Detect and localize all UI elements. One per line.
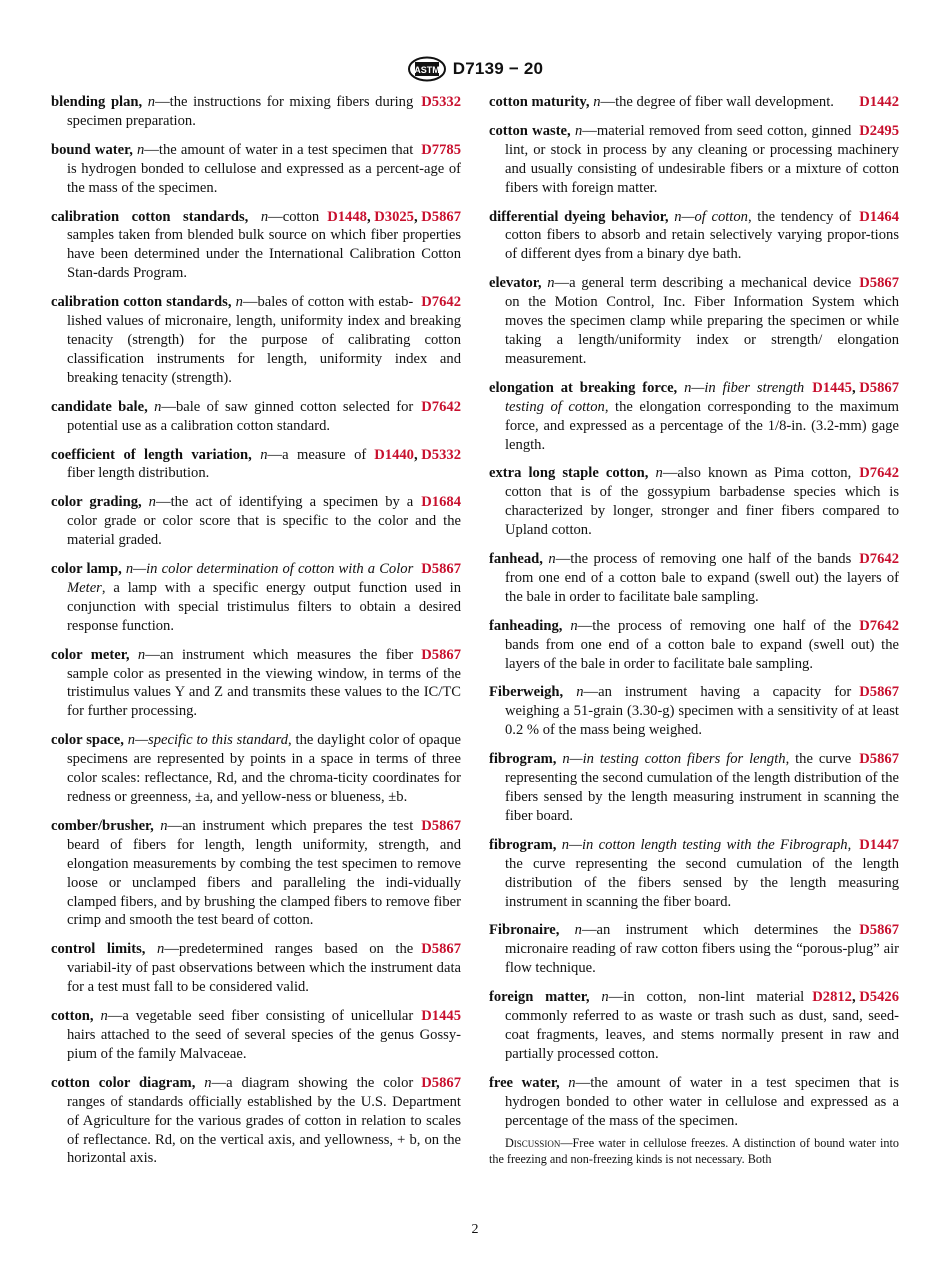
- part-of-speech: n: [160, 817, 168, 834]
- term: color lamp,: [51, 561, 122, 578]
- term: bound water,: [51, 141, 133, 158]
- definition-context: —in fiber strength testing of cotton: [505, 379, 805, 415]
- reference-links[interactable]: [421, 1074, 461, 1093]
- standard-reference-link[interactable]: D1684: [421, 494, 461, 511]
- definition-entry: [51, 141, 461, 198]
- definition-entry: [51, 493, 461, 550]
- reference-links[interactable]: [859, 921, 899, 940]
- definition-text: —bale of saw ginned cotton selected for potential use as a calibration cotton standard.: [67, 398, 414, 434]
- reference-links[interactable]: [859, 617, 899, 636]
- reference-links[interactable]: [421, 293, 461, 312]
- term: cotton waste,: [489, 122, 571, 139]
- standard-reference-link[interactable]: D5867: [859, 684, 899, 701]
- definition-context: —specific to this standard: [135, 732, 289, 749]
- definition-text: —the instructions for mixing fibers during specimen preparation.: [67, 94, 414, 129]
- term: control limits,: [51, 941, 146, 958]
- reference-links[interactable]: [859, 550, 899, 569]
- definition-text: , the tendency of cotton fibers to absorb and retain selectively varying propor-tions of different dyes from a binary dye bath.: [505, 208, 899, 263]
- definition-entry: [51, 940, 461, 997]
- definition-entry: [51, 1007, 461, 1064]
- standard-reference-link[interactable]: D5867: [859, 379, 899, 396]
- part-of-speech: n: [260, 208, 269, 225]
- part-of-speech: n: [570, 617, 578, 634]
- definition-text: —the act of identifying a specimen by a color grade or color score that is specific to the color and the material graded.: [67, 494, 461, 549]
- definition-entry: [489, 750, 899, 826]
- standard-reference-link[interactable]: D3025: [374, 208, 414, 225]
- definition-text: —the process of removing one half of the bands from one end of a cotton bale to expand (swell out) the layers of the bale in order to facilitate bale sampling.: [505, 617, 899, 672]
- definition-text: —the amount of water in a test specimen that is hydrogen bonded to other water in cellulose and expressed as a percentage of the mass of the specimen.: [505, 1074, 900, 1129]
- part-of-speech: n: [561, 836, 570, 853]
- definition-text: —an instrument which prepares the test beard of fibers for length, length uniformity, strength, and elongation measurements by combing the test specimen to remove loose or unclamped fibers and paralleling the indi-vidually clamped fibers, and by brushing the clamped fibers to remove fiber crimp and smooth the test beard of cotton.: [67, 817, 461, 929]
- definition-entry: [51, 560, 461, 636]
- term: elongation at breaking force,: [489, 379, 678, 396]
- svg-text:ASTM: ASTM: [414, 65, 440, 75]
- definition-entry: [51, 731, 461, 807]
- definition-text: , the daylight color of opaque specimens are represented by points in a space in terms of three color scales: reflectance, Rd, and the chroma-ticity coordinates for redness or greenness, ±a, and yellow-ness or blueness, ±b.: [67, 732, 461, 805]
- part-of-speech: n: [137, 141, 145, 158]
- reference-links[interactable]: D1445, D5867: [812, 379, 899, 396]
- standard-reference-link[interactable]: D7642: [859, 465, 899, 482]
- standard-reference-link[interactable]: D2495: [859, 122, 899, 139]
- reference-links[interactable]: [859, 464, 899, 483]
- term: comber/brusher,: [51, 817, 154, 834]
- definition-text: —a measure of fiber length distribution.: [67, 446, 367, 482]
- term: fibrogram,: [489, 751, 557, 768]
- term: coefficient of length variation,: [51, 446, 252, 463]
- term: fibrogram,: [489, 836, 557, 853]
- definition-text: —a diagram showing the color ranges of standards officially established by the U.S. Department of Agriculture for the various grades of cotton in relation to scales of reflectance. Rd, on the vertical axis, and yellowness, + b, on the horizontal axis.: [67, 1074, 461, 1167]
- reference-links[interactable]: D1440, D5332: [374, 446, 461, 463]
- definition-context: —in cotton length testing with the Fibrograph: [569, 836, 848, 853]
- standard-reference-link[interactable]: D1442: [859, 94, 899, 110]
- standard-reference-link[interactable]: D7785: [421, 141, 461, 158]
- part-of-speech: n: [204, 1074, 212, 1091]
- standard-reference-link[interactable]: D5867: [859, 751, 899, 768]
- standard-reference-link[interactable]: D5867: [421, 646, 461, 663]
- page-number: 2: [471, 1222, 479, 1237]
- definition-entry: [489, 122, 899, 198]
- part-of-speech: n: [574, 922, 582, 939]
- part-of-speech: n: [148, 494, 156, 511]
- term: Fiberweigh,: [489, 684, 564, 701]
- definition-entry: [51, 817, 461, 930]
- standard-reference-link[interactable]: D5867: [421, 941, 461, 958]
- part-of-speech: n: [574, 122, 583, 139]
- reference-links[interactable]: [859, 836, 899, 855]
- part-of-speech: n: [576, 684, 584, 701]
- standard-reference-link[interactable]: D5867: [421, 208, 461, 225]
- definition-text: —the process of removing one half of the bands from one end of a cotton bale to expand (swell out) the layers of the bale in order to facilitate bale sampling.: [505, 551, 899, 605]
- definition-text: —material removed from seed cotton, ginned lint, or stock in process by any cleaning or processing machinery and usually consisting of undesirable fibers or a mixture of cotton fibers with foreign matter.: [505, 122, 899, 196]
- definition-text: —bales of cotton with estab-lished values of micronaire, length, uniformity index and breaking tenacity (strength) for the purpose of calibrating cotton classification instruments for length, uniformity index and breaking tenacity (strength).: [67, 294, 461, 386]
- term: Fibronaire,: [489, 922, 560, 939]
- definition-context: —in testing cotton fibers for length: [569, 751, 786, 768]
- term: calibration cotton standards,: [51, 208, 249, 225]
- part-of-speech: n: [655, 465, 663, 482]
- definition-entry: [51, 293, 461, 388]
- part-of-speech: n: [125, 561, 134, 578]
- definition-text: , the curve representing the second cumulation of the length distribution of the fibers sensed by the length measuring instrument in scanning the fiber board.: [505, 836, 899, 910]
- part-of-speech: n: [684, 379, 692, 396]
- reference-links[interactable]: [421, 817, 461, 836]
- term: elevator,: [489, 275, 542, 292]
- definition-text: —an instrument which determines the micronaire reading of raw cotton fibers using the “porous-plug” air flow technique.: [505, 922, 899, 977]
- definition-entry: [489, 683, 899, 740]
- term: color space,: [51, 732, 124, 749]
- left-column: [51, 93, 461, 1178]
- definition-entry: [489, 921, 899, 978]
- definition-text: —cotton samples taken from blended bulk source on which fiber properties have been determined under the International Calibration Cotton Stan-dards Program.: [67, 208, 461, 282]
- reference-links[interactable]: [421, 141, 461, 160]
- definition-entry: [51, 446, 461, 484]
- part-of-speech: n: [593, 94, 601, 110]
- definition-entry: [489, 550, 899, 607]
- definition-entry: [51, 208, 461, 284]
- term: fanheading,: [489, 617, 563, 634]
- reference-links[interactable]: [421, 940, 461, 959]
- definition-entry: [489, 464, 899, 540]
- standard-reference-link[interactable]: D2812: [812, 989, 852, 1006]
- standard-reference-link[interactable]: D7642: [859, 551, 899, 568]
- term: blending plan,: [51, 94, 143, 110]
- reference-links[interactable]: [421, 646, 461, 665]
- part-of-speech: n: [568, 1074, 576, 1091]
- part-of-speech: n: [157, 941, 165, 958]
- reference-links[interactable]: [421, 560, 461, 579]
- standard-reference-link[interactable]: D5867: [421, 817, 461, 834]
- standard-reference-link[interactable]: D1448: [327, 208, 367, 225]
- definition-text: , the curve representing the second cumulation of the length distribution of the fibers sensed by the length measuring instrument in scanning the fiber board.: [505, 751, 899, 824]
- definition-text: —predetermined ranges based on the variabil-ity of past observations between which the instrument data for a test must fall to be considered valid.: [67, 941, 461, 996]
- part-of-speech: n: [260, 446, 268, 463]
- standard-reference-link[interactable]: D5332: [421, 446, 461, 463]
- term: extra long staple cotton,: [489, 465, 649, 482]
- term: calibration cotton standards,: [51, 294, 232, 311]
- definition-text: , the elongation corresponding to the maximum force, and expressed as a percentage of the 1/8-in. (3.2-mm) gage length.: [505, 398, 899, 453]
- part-of-speech: n: [100, 1008, 108, 1025]
- definition-entry: [489, 379, 899, 455]
- reference-links[interactable]: D1448, D3025, D5867: [327, 208, 461, 225]
- definition-text: —a vegetable seed fiber consisting of unicellular hairs attached to the seed of several species of the genus Gossy-pium of the family Malvaceae.: [67, 1008, 461, 1062]
- definition-entry: [51, 1074, 461, 1169]
- part-of-speech: n: [601, 989, 609, 1006]
- standard-reference-link[interactable]: D5426: [859, 989, 899, 1006]
- term: color grading,: [51, 494, 142, 511]
- part-of-speech: n: [127, 732, 136, 749]
- discussion-label: Discussion: [505, 1135, 561, 1150]
- definition-text: —an instrument having a capacity for weighing a 51-grain (3.30-g) specimen with a sensitivity of at least 0.2 % of the mass being weighed.: [505, 684, 899, 739]
- definition-text: —the amount of water in a test specimen that is hydrogen bonded to cellulose and expressed as a percent-age of the mass of the specimen.: [67, 141, 461, 196]
- term: free water,: [489, 1074, 560, 1091]
- term: foreign matter,: [489, 989, 590, 1006]
- term: cotton maturity,: [489, 94, 590, 110]
- document-id: D7139 − 20: [452, 59, 544, 78]
- part-of-speech: n: [154, 398, 162, 415]
- standard-reference-link[interactable]: D1445: [421, 1008, 461, 1025]
- definition-context: —in color determination of cotton with a Color Meter: [67, 561, 414, 596]
- definition-text: —the degree of fiber wall development.: [600, 94, 834, 110]
- reference-links[interactable]: [859, 750, 899, 769]
- reference-links[interactable]: [421, 398, 461, 417]
- reference-links[interactable]: D2812, D5426: [812, 989, 899, 1006]
- reference-links[interactable]: [859, 683, 899, 702]
- definition-text: —a general term describing a mechanical device on the Motion Control, Inc. Fiber Information System which moves the specimen clamp while preparing the specimen or while taking a length/uniformity index or strength/ elongation measurement.: [505, 275, 899, 367]
- term: cotton color diagram,: [51, 1074, 196, 1091]
- part-of-speech: n: [674, 208, 682, 225]
- standard-reference-link[interactable]: D7642: [421, 398, 461, 415]
- definition-entry: [489, 274, 899, 369]
- part-of-speech: n: [137, 646, 146, 663]
- definition-entry: [51, 93, 461, 131]
- part-of-speech: n: [547, 275, 555, 292]
- term: candidate bale,: [51, 398, 148, 415]
- reference-links[interactable]: [421, 93, 461, 112]
- part-of-speech: n: [548, 551, 556, 568]
- right-column: [489, 93, 899, 1167]
- standard-reference-link[interactable]: D1440: [374, 446, 414, 463]
- page-header: [0, 56, 950, 87]
- definition-text: , a lamp with a specific energy output function used in conjunction with special tristimulus filters to obtain a desired response function.: [67, 579, 461, 634]
- term: cotton,: [51, 1008, 94, 1025]
- term: fanhead,: [489, 551, 543, 568]
- definition-entry: [51, 646, 461, 722]
- discussion-text: —Free water in cellulose freezes. A distinction of bound water into the freezing and non-freezing kinds is not necessary. Both: [489, 1135, 899, 1166]
- definition-entry: [489, 836, 899, 912]
- standard-reference-link[interactable]: D1464: [859, 208, 899, 225]
- standard-reference-link[interactable]: D7642: [421, 294, 461, 311]
- reference-links[interactable]: [859, 208, 899, 227]
- part-of-speech: n: [235, 294, 243, 311]
- part-of-speech: n: [147, 94, 156, 110]
- reference-links[interactable]: [859, 274, 899, 293]
- standard-reference-link[interactable]: D1447: [859, 836, 899, 853]
- part-of-speech: n: [562, 751, 570, 768]
- standard-reference-link[interactable]: D1445: [812, 379, 852, 396]
- standard-reference-link[interactable]: D5332: [421, 94, 461, 110]
- standard-reference-link[interactable]: D5867: [859, 275, 899, 292]
- definition-entry: [51, 398, 461, 436]
- reference-links[interactable]: [421, 1007, 461, 1026]
- definition-text: —an instrument which measures the fiber sample color as presented in the viewing window, in terms of the tristimulus values Y and Z and transmits these values to the IC/TC for further processing.: [67, 646, 461, 720]
- definition-text: —in cotton, non-lint material commonly referred to as waste or trash such as dust, sand, seed-coat fragments, leaves, and stems normally present in raw and partially processed cotton.: [505, 989, 899, 1062]
- definition-entry: [489, 93, 899, 112]
- term: differential dyeing behavior,: [489, 208, 669, 225]
- standard-reference-link[interactable]: D7642: [859, 617, 899, 634]
- definition-entry: [489, 1074, 899, 1131]
- astm-logo-icon: [407, 56, 447, 82]
- definition-context: —of cotton: [681, 208, 748, 225]
- definition-entry: [489, 988, 899, 1064]
- standard-reference-link[interactable]: D5867: [421, 561, 461, 578]
- definition-entry: [489, 208, 899, 265]
- standard-reference-link[interactable]: D5867: [859, 922, 899, 939]
- reference-links[interactable]: [859, 93, 899, 112]
- standard-reference-link[interactable]: D5867: [421, 1074, 461, 1091]
- definition-entry: [489, 617, 899, 674]
- definition-text: —also known as Pima cotton, cotton that is of the gossypium barbadense species which is characterized by longer, stronger and finer fibers compared to Upland cotton.: [505, 465, 899, 539]
- discussion-note: [489, 1135, 899, 1167]
- reference-links[interactable]: [421, 493, 461, 512]
- term: color meter,: [51, 646, 130, 663]
- reference-links[interactable]: [859, 122, 899, 141]
